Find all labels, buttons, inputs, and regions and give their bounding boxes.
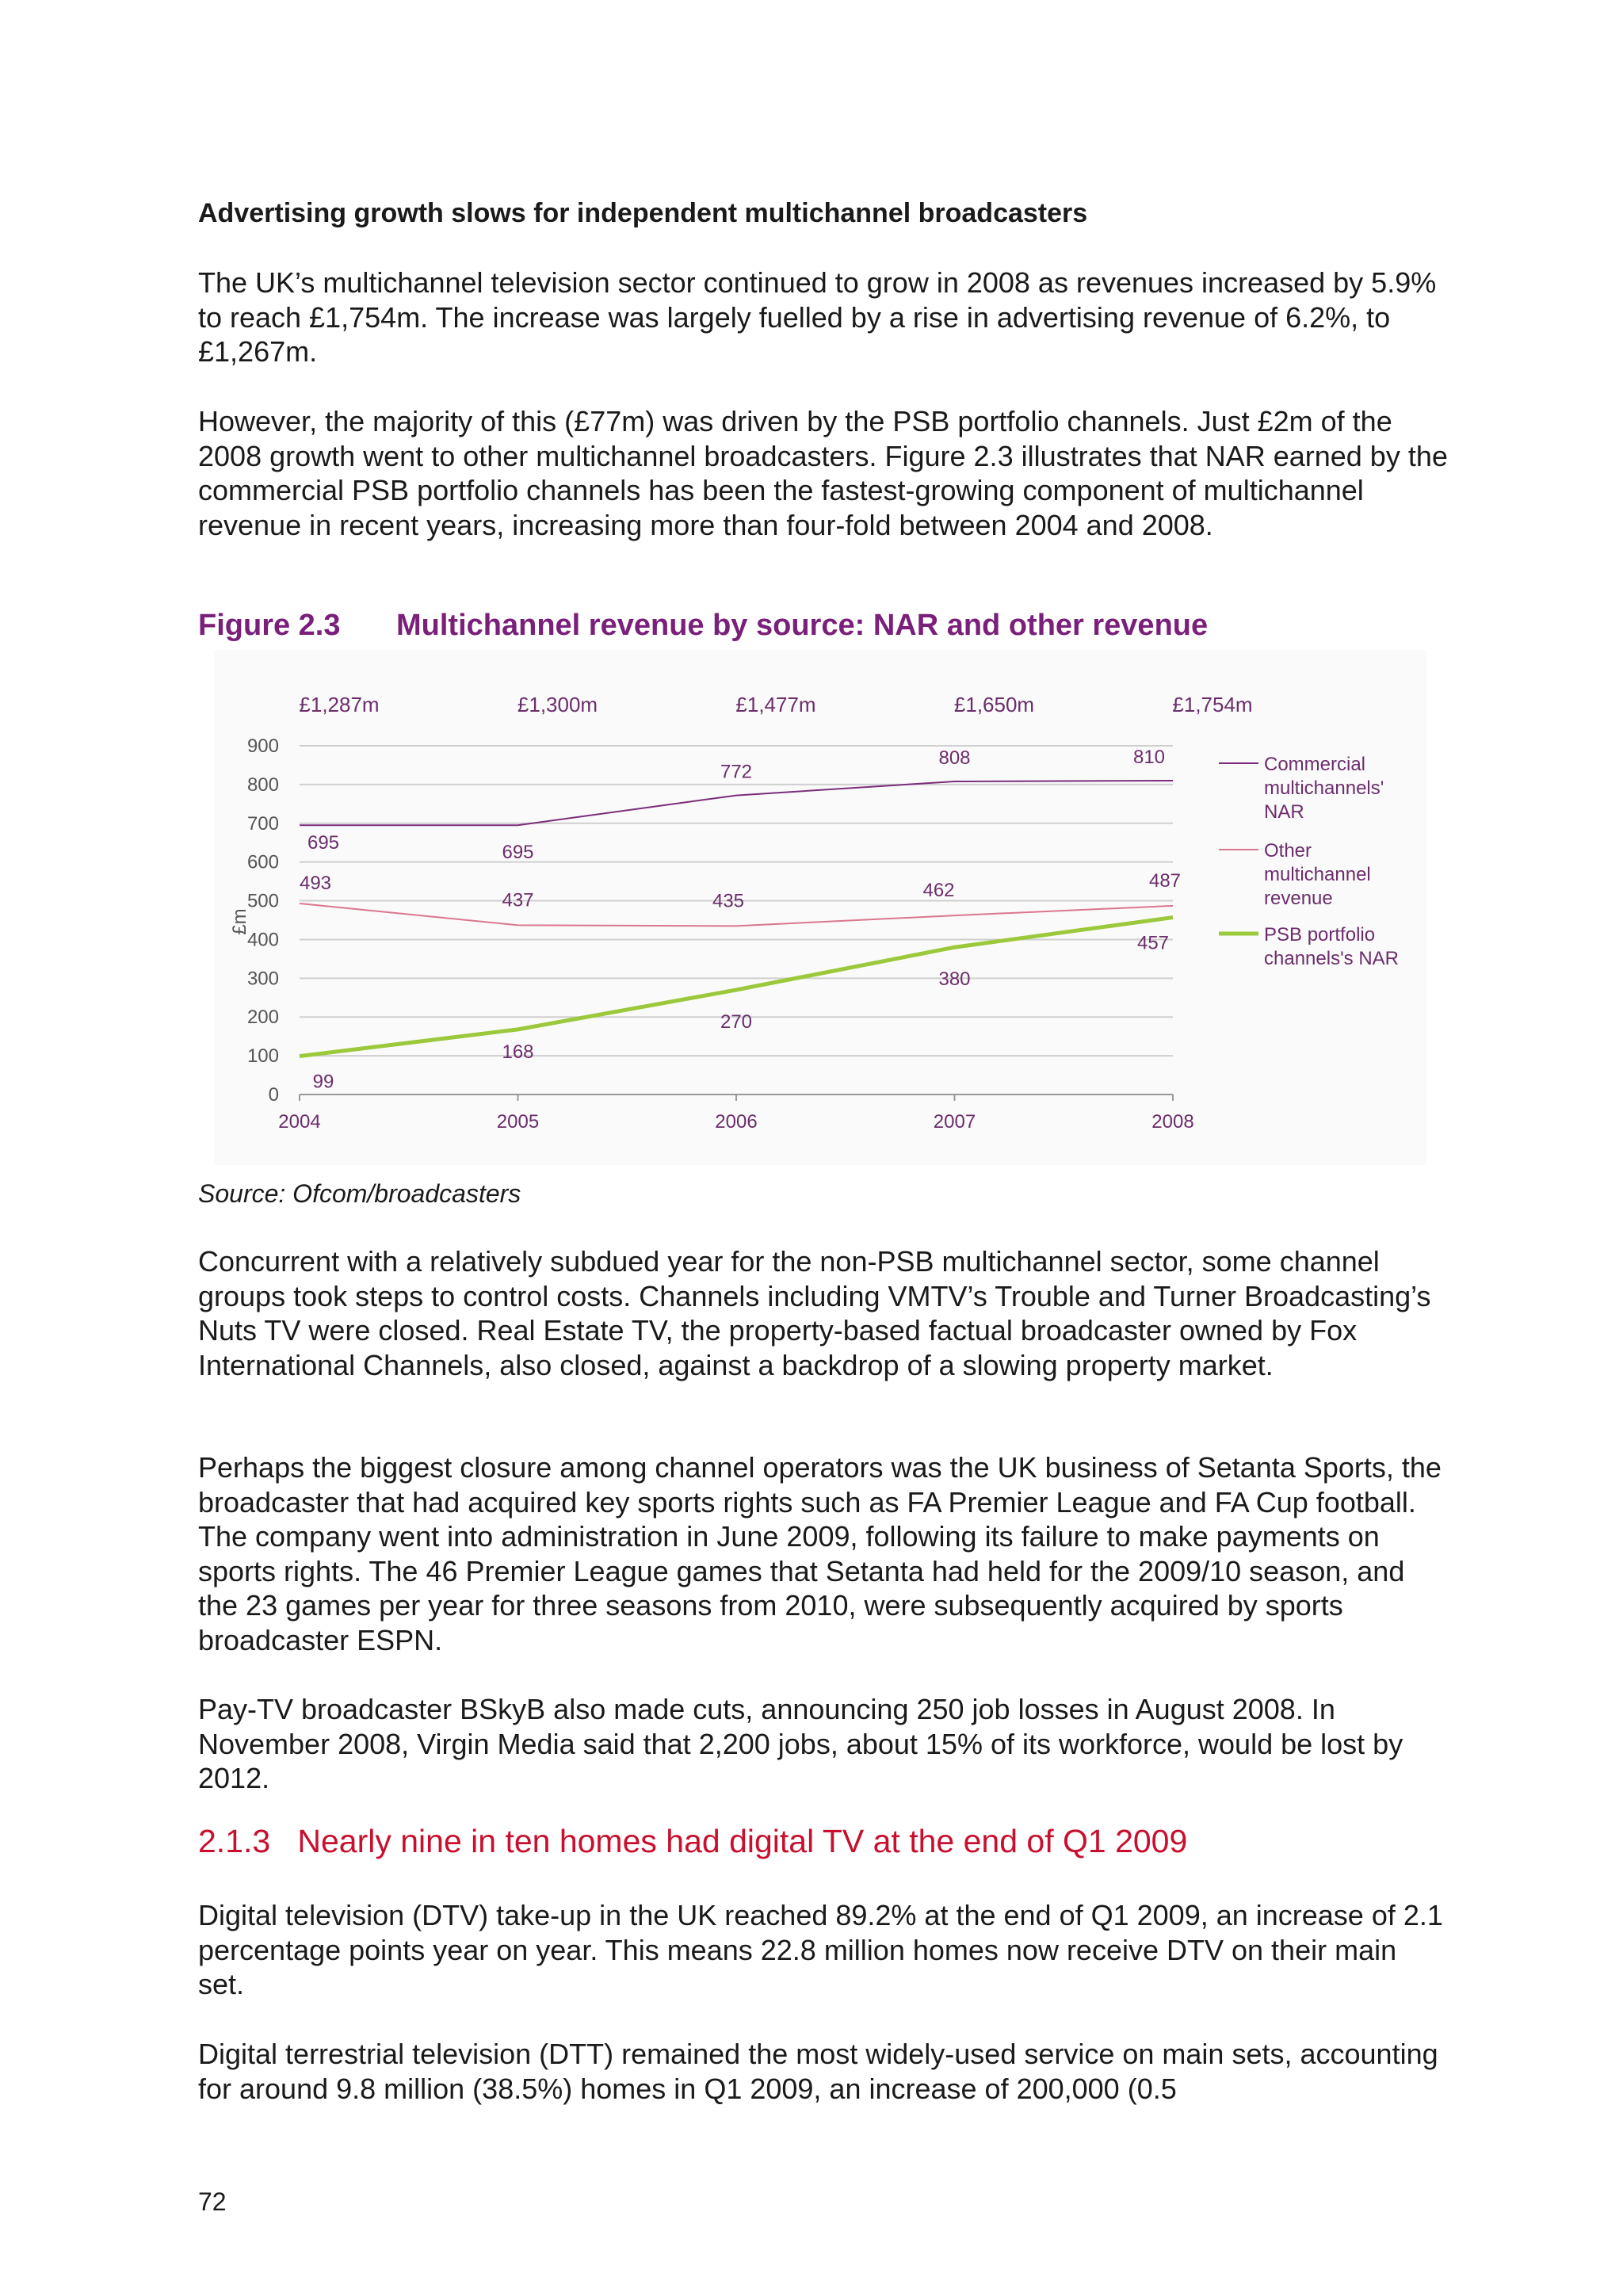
x-tick-label: 2004 (278, 1111, 321, 1133)
data-label: 808 (938, 747, 971, 769)
x-tick-label: 2006 (715, 1111, 758, 1133)
figure-source: Source: Ofcom/broadcasters (198, 1179, 521, 1208)
data-label: 772 (720, 761, 753, 783)
series-line-0 (300, 781, 1173, 825)
data-label: 435 (712, 890, 745, 912)
data-label: 493 (299, 872, 332, 894)
paragraph-2: However, the majority of this (£77m) was driven by the PSB portfolio channels. Just £2m of the 2008 growth went to other multichannel broadcasters. Figure 2.3 illustrates that NAR earned by the commercial PSB portfolio channels has been the fastest-growing component of multichannel revenue in recent years, increasing more than four-fold between 2004 and 2008. (198, 405, 1448, 541)
y-tick-label: 0 (268, 1084, 279, 1106)
data-label: 380 (938, 968, 971, 991)
total-label: £1,287m (299, 693, 380, 716)
x-tick-label: 2005 (496, 1111, 540, 1133)
data-label: 695 (502, 842, 534, 864)
data-label: 168 (502, 1041, 534, 1063)
legend-label: multichannel (1264, 864, 1371, 885)
y-tick-label: 300 (246, 968, 279, 990)
legend-label: Other (1264, 840, 1312, 861)
y-tick-label: 700 (246, 812, 279, 835)
figure-title: Multichannel revenue by source: NAR and other revenue (396, 609, 1209, 642)
series-line-2 (300, 918, 1173, 1056)
paragraph-1: The UK’s multichannel television sector continued to grow in 2008 as revenues increased by 5.9% to reach £1,754m. The increase was largely fuelled by a rise in advertising revenue of 6.2%, to £1,267m. (198, 266, 1437, 368)
data-label: 99 (312, 1071, 334, 1093)
legend-label: revenue (1264, 888, 1333, 909)
page-number: 72 (198, 2187, 227, 2216)
chart (214, 650, 1426, 1165)
data-label: 487 (1148, 869, 1182, 892)
y-tick-label: 100 (246, 1045, 279, 1068)
figure-label: Figure 2.3 (198, 609, 341, 642)
y-axis-label: £m (229, 908, 250, 935)
paragraph-5: Pay-TV broadcaster BSkyB also made cuts, announcing 250 job losses in August 2008. In November 2008, Virgin Media said that 2,200 jobs, about 15% of its workforce, would be lost by 2012. (198, 1693, 1403, 1794)
paragraph-6: Digital television (DTV) take-up in the UK reached 89.2% at the end of Q1 2009, an increase of 2.1 percentage points year on year. This means 22.8 million homes now receive DTV on their main set. (198, 1899, 1443, 2000)
y-tick-label: 500 (246, 890, 279, 912)
y-tick-label: 800 (246, 774, 279, 796)
legend-label: NAR (1264, 801, 1304, 823)
data-label: 810 (1132, 747, 1166, 768)
section-heading: 2.1.3 Nearly nine in ten homes had digital TV at the end of Q1 2009 (198, 1823, 1188, 1859)
legend-label: Commercial (1264, 754, 1366, 775)
y-tick-label: 600 (246, 851, 279, 873)
data-label: 462 (922, 880, 955, 902)
data-label: 695 (307, 832, 340, 854)
y-tick-label: 900 (246, 735, 279, 757)
x-tick-label: 2007 (933, 1111, 976, 1133)
x-tick-label: 2008 (1151, 1111, 1194, 1133)
total-label: £1,477m (735, 693, 816, 716)
paragraph-3: Concurrent with a relatively subdued year for the non-PSB multichannel sector, some channel groups took steps to control costs. Channels including VMTV’s Trouble and Turner Broadcasting’s Nuts TV were closed. Real Estate TV, the property-based factual broadcaster owned by Fox International Channels, also closed, against a backdrop of a slowing property market. (198, 1245, 1431, 1381)
data-label: 457 (1136, 932, 1170, 954)
paragraph-4: Perhaps the biggest closure among channel operators was the UK business of Setanta Sports, the broadcaster that had acquired key sports rights such as FA Premier League and FA Cup football. The company went into administration in June 2009, following its failure to make payments on sports rights. The 46 Premier League games that Setanta had held for the 2009/10 season, and the 23 games per year for three seasons from 2010, were subsequently acquired by sports broadcaster ESPN. (198, 1451, 1442, 1656)
data-label: 437 (502, 889, 534, 911)
y-tick-label: 200 (246, 1007, 279, 1029)
data-label: 270 (720, 1011, 753, 1033)
section-subheading: Advertising growth slows for independent multichannel broadcasters (198, 198, 1088, 228)
chart-svg (214, 650, 1426, 1165)
y-tick-label: 400 (246, 929, 279, 951)
legend-label: PSB portfolio (1264, 924, 1376, 946)
legend-label: channels's NAR (1264, 948, 1399, 969)
legend-label: multichannels' (1264, 777, 1384, 799)
total-label: £1,754m (1172, 693, 1253, 716)
paragraph-7: Digital terrestrial television (DTT) remained the most widely-used service on main sets, accounting for around 9.8 million (38.5%) homes in Q1 2009, an increase of 200,000 (0.5 (198, 2038, 1438, 2105)
total-label: £1,300m (517, 693, 598, 716)
total-label: £1,650m (953, 693, 1035, 716)
